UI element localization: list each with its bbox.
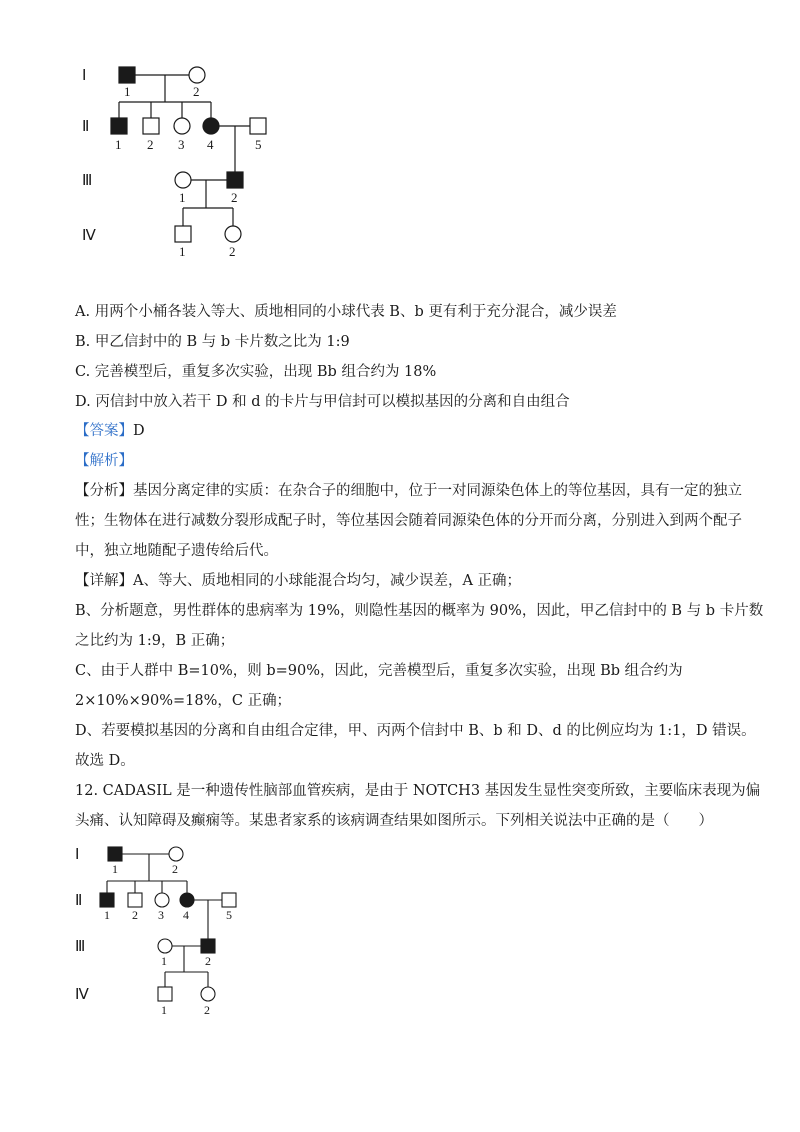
individual-number: 2 bbox=[132, 908, 138, 922]
detail-conclusion: 故选 D。 bbox=[75, 753, 135, 769]
pedigree-unaffected-female bbox=[189, 67, 205, 83]
option-d: D. 丙信封中放入若干 D 和 d 的卡片与甲信封可以模拟基因的分离和自由组合 bbox=[75, 394, 570, 410]
individual-number: 2 bbox=[204, 1003, 210, 1017]
option-b: B. 甲乙信封中的 B 与 b 卡片数之比为 1:9 bbox=[75, 334, 350, 350]
pedigree-affected-male bbox=[100, 893, 114, 907]
analysis-text: 基因分离定律的实质：在杂合子的细胞中，位于一对同源染色体上的等位基因，具有一定的独立 bbox=[133, 483, 742, 499]
question-12-line: 12. CADASIL 是一种遗传性脑部血管疾病，是由于 NOTCH3 基因发生显性突变所致，主要临床表现为偏 bbox=[75, 783, 761, 799]
detail-bracket: 【详解】 bbox=[75, 573, 133, 589]
individual-number: 2 bbox=[205, 954, 211, 968]
individual-number: 1 bbox=[179, 244, 186, 259]
analysis-line: 性；生物体在进行减数分裂形成配子时，等位基因会随着同源染色体的分开而分离，分别进入到两个配子 bbox=[75, 513, 742, 529]
pedigree-unaffected-male bbox=[175, 226, 191, 242]
individual-number: 1 bbox=[112, 862, 118, 876]
pedigree-unaffected-female bbox=[155, 893, 169, 907]
individual-number: 2 bbox=[193, 84, 200, 99]
individual-number: 5 bbox=[255, 137, 262, 152]
individual-number: 1 bbox=[115, 137, 122, 152]
pedigree-affected-male bbox=[119, 67, 135, 83]
pedigree-affected-male bbox=[227, 172, 243, 188]
pedigree-affected-male bbox=[111, 118, 127, 134]
pedigree-chart-top bbox=[80, 60, 300, 270]
detail-line: 之比约为 1:9，B 正确； bbox=[75, 633, 235, 649]
pedigree-unaffected-male bbox=[158, 987, 172, 1001]
pedigree-unaffected-male bbox=[222, 893, 236, 907]
pedigree-unaffected-female bbox=[169, 847, 183, 861]
individual-number: 1 bbox=[104, 908, 110, 922]
analysis-line bbox=[75, 481, 742, 501]
individual-number: 2 bbox=[147, 137, 154, 152]
generation-label: Ⅱ bbox=[75, 893, 83, 909]
individual-number: 1 bbox=[161, 1003, 167, 1017]
pedigree-unaffected-male bbox=[143, 118, 159, 134]
analysis-line: 中，独立地随配子遗传给后代。 bbox=[75, 543, 278, 559]
generation-label: Ⅲ bbox=[82, 173, 93, 189]
detail-line bbox=[75, 571, 521, 591]
pedigree-unaffected-female bbox=[201, 987, 215, 1001]
detail-line: B、分析题意，男性群体的患病率为 19%，则隐性基因的概率为 90%，因此，甲乙信封中的 B 与 b 卡片数 bbox=[75, 603, 764, 619]
individual-number: 1 bbox=[124, 84, 131, 99]
pedigree-affected-male bbox=[201, 939, 215, 953]
detail-line: D、若要模拟基因的分离和自由组合定律，甲、丙两个信封中 B、b 和 D、d 的比例应均为 1:1，D 错误。 bbox=[75, 723, 756, 739]
individual-number: 5 bbox=[226, 908, 232, 922]
pedigree-unaffected-female bbox=[175, 172, 191, 188]
individual-number: 4 bbox=[207, 137, 214, 152]
question-12-line: 头痛、认知障碍及癫痫等。某患者家系的该病调查结果如图所示。下列相关说法中正确的是（ ） bbox=[75, 813, 713, 829]
analysis-bracket: 【分析】 bbox=[75, 483, 133, 499]
detail-line: C、由于人群中 B=10%，则 b=90%，因此，完善模型后，重复多次实验，出现 Bb 组合约为 bbox=[75, 663, 683, 679]
answer-value: D bbox=[133, 423, 145, 439]
answer-line bbox=[75, 421, 145, 441]
pedigree-chart-bottom bbox=[70, 840, 270, 1025]
generation-label: Ⅲ bbox=[75, 939, 86, 955]
individual-number: 2 bbox=[231, 190, 238, 205]
pedigree-unaffected-female bbox=[174, 118, 190, 134]
pedigree-affected-female bbox=[203, 118, 219, 134]
individual-number: 4 bbox=[183, 908, 189, 922]
option-c: C. 完善模型后，重复多次实验，出现 Bb 组合约为 18% bbox=[75, 364, 437, 380]
individual-number: 3 bbox=[178, 137, 185, 152]
individual-number: 2 bbox=[229, 244, 236, 259]
individual-number: 3 bbox=[158, 908, 164, 922]
generation-label: Ⅳ bbox=[82, 228, 96, 244]
detail-text: A、等大、质地相同的小球能混合均匀，减少误差，A 正确； bbox=[133, 573, 522, 589]
pedigree-unaffected-female bbox=[225, 226, 241, 242]
pedigree-affected-female bbox=[180, 893, 194, 907]
pedigree-unaffected-female bbox=[158, 939, 172, 953]
option-a: A. 用两个小桶各装入等大、质地相同的小球代表 B、b 更有利于充分混合，减少误差 bbox=[75, 304, 617, 320]
individual-number: 1 bbox=[161, 954, 167, 968]
individual-number: 2 bbox=[172, 862, 178, 876]
answer-bracket: 【答案】 bbox=[75, 423, 133, 439]
generation-label: Ⅰ bbox=[75, 847, 80, 863]
pedigree-unaffected-male bbox=[250, 118, 266, 134]
generation-label: Ⅳ bbox=[75, 987, 89, 1003]
generation-label: Ⅰ bbox=[82, 68, 87, 84]
pedigree-unaffected-male bbox=[128, 893, 142, 907]
detail-line: 2×10%×90%=18%，C 正确； bbox=[75, 693, 292, 709]
individual-number: 1 bbox=[179, 190, 186, 205]
pedigree-affected-male bbox=[108, 847, 122, 861]
generation-label: Ⅱ bbox=[82, 119, 90, 135]
analysis-heading: 【解析】 bbox=[75, 453, 133, 469]
